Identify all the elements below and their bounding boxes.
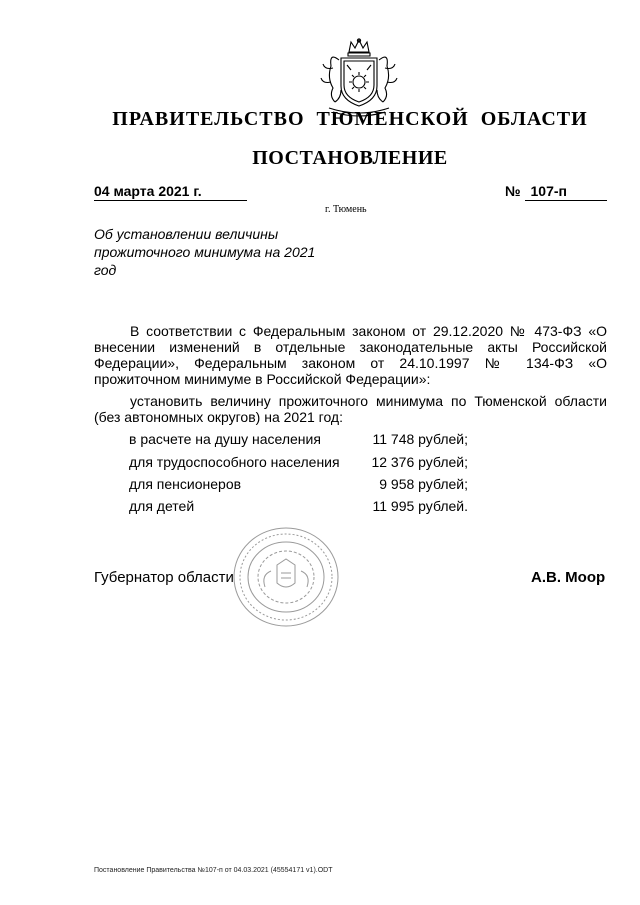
row-value-working: 12 376 рублей; [371,454,468,470]
document-date: 04 марта 2021 г. [94,183,247,201]
row-value-children: 11 995 рублей. [372,498,468,514]
row-value-pensioners: 9 958 рублей; [379,476,468,492]
document-subject: Об установлении величины прожиточного минимума на 2021 год [94,226,316,278]
body-paragraph-2: установить величину прожиточного минимума по Тюменской области (без автономных округов) на 2021 год: [94,393,607,425]
row-label-pensioners: для пенсионеров [129,476,242,492]
signatory-title: Губернатор области [94,569,234,586]
body-paragraph-1: В соответствии с Федеральным законом от 29.12.2020 № 473-ФЗ «О внесении изменений в отдельные законодательные акты Российской Федерации», Федеральным законом от 24.10.1997 № 134-ФЗ «О прожиточном минимуме в Российской Федерации»: [94,323,607,387]
number-label: № [505,183,521,199]
organization-title: ПРАВИТЕЛЬСТВО ТЮМЕНСКОЙ ОБЛАСТИ [112,108,588,130]
number-value: 107-п [525,183,607,201]
row-label-working: для трудоспособного населения [129,454,340,470]
document-footer: Постановление Правительства №107-п от 04.03.2021 (45554171 v1).ODT [94,867,333,874]
row-label-children: для детей [129,498,195,514]
document-type-title: ПОСТАНОВЛЕНИЕ [252,147,448,169]
document-number [505,183,607,201]
signatory-name: А.В. Моор [531,569,606,586]
row-label-per-capita: в расчете на душу населения [129,431,321,447]
row-value-per-capita: 11 748 рублей; [372,431,468,447]
document-city: г. Тюмень [325,204,367,215]
official-seal-icon [231,525,341,630]
